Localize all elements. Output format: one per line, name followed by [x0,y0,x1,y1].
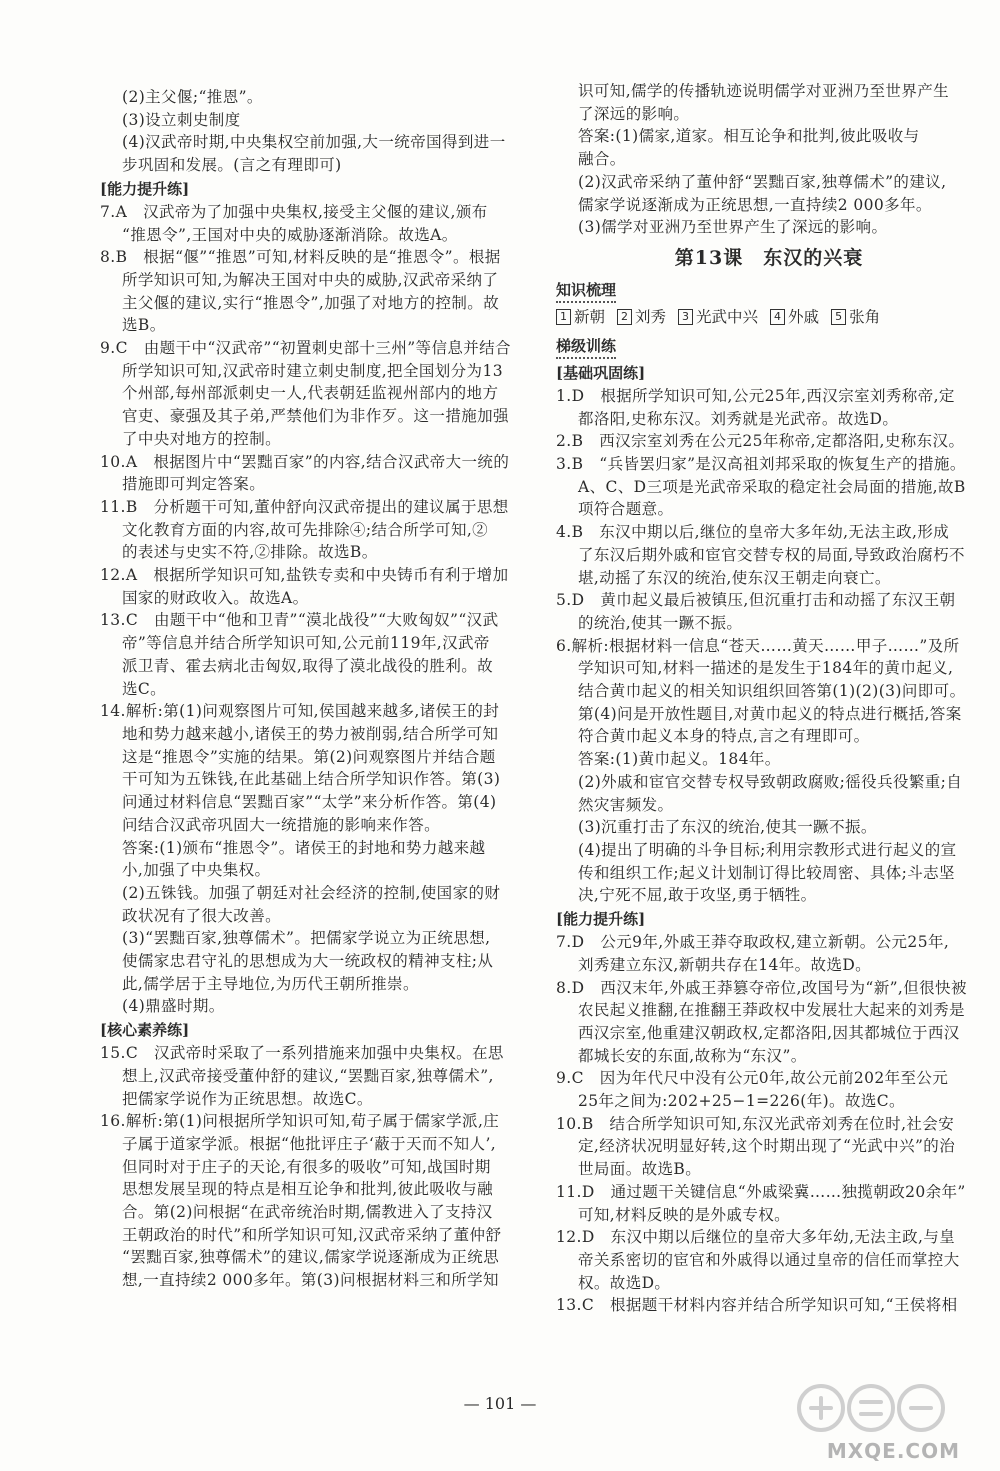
text-line: (3)儒学对亚洲乃至世界产生了深远的影响。 [578,218,888,237]
text-line: (4)提出了明确的斗争目标;利用宗教形式进行起义的宣 [578,840,957,859]
keyword-text: 光武中兴 [696,307,759,326]
text-line: 4.B 东汉中期以后,继位的皇帝大多年幼,无法主政,形成 [556,523,950,542]
text-line: 使儒家忠君守礼的思想成为大一统政权的精神支柱;从 [122,952,494,971]
text-line: (2)汉武帝采纳了董仲舒“罢黜百家,独尊儒术”的建议, [578,172,947,191]
text-line: 地和势力越来越小,诸侯王的势力被削弱,结合所学可知 [122,724,499,743]
text-line: 都城长安的东面,故称为“东汉”。 [578,1046,807,1065]
text-line: 了深远的影响。 [578,104,690,123]
right-column [556,80,982,1317]
text-line: 答案:(1)黄巾起义。184年。 [578,750,781,769]
text-line: 12.A 根据所学知识可知,盐铁专卖和中央铸币有利于增加 [100,566,509,585]
text-line: 刘秀建立东汉,新朝共存在14年。故选D。 [578,955,872,974]
text-line: “罢黜百家,独尊儒术”的建议,儒家学说逐渐成为正统思 [122,1248,500,1267]
text-line: 11.D 通过题干关键信息“外戚梁冀……独揽朝政20余年” [556,1182,966,1201]
text-line: 问结合汉武帝巩固大一统措施的影响来作答。 [122,815,441,834]
keyword-item [770,305,819,329]
text-line: 8.B 根据“偃”“推恩”可知,材料反映的是“推恩令”。根据 [100,248,501,267]
text-line: 识可知,儒学的传播轨迹说明儒学对亚洲乃至世界产生 [578,82,950,100]
text-line: 9.C 因为年代尺中没有公元0年,故公元前202年至公元 [556,1069,949,1088]
text-line: (4)汉武帝时期,中央集权空前加强,大一统帝国得到进一 [122,133,506,152]
text-line: (2)外戚和宦官交替专权导致朝政腐败;徭役兵役繁重;自 [578,772,963,791]
text-line: 项符合题意。 [578,500,674,519]
text-line: (4)鼎盛时期。 [122,997,225,1016]
text-line: 措施即可判定答案。 [122,475,266,494]
text-line: 帝关系密切的宦官和外戚得以通过皇帝的信任而掌控大 [578,1250,960,1269]
text-line: 的统治,使其一蹶不振。 [578,613,743,632]
text-line: 2.B 西汉宗室刘秀在公元25年称帝,定都洛阳,史称东汉。 [556,432,965,451]
text-line: 13.C 根据题干材料内容并结合所学知识可知,“王侯将相 [556,1296,958,1315]
text-line: 西汉宗室,他重建汉朝政权,定都洛阳,因其都城位于西汉 [578,1023,960,1042]
text-line: 了中央对地方的控制。 [122,429,282,448]
text-line: 的表述与史实不符,②排除。故选B。 [122,543,378,562]
text-line: 把儒家学说作为正统思想。故选C。 [122,1089,373,1108]
keyword-item [831,305,880,329]
text-line: 干可知为五铢钱,在此基础上结合所学知识作答。第(3) [122,770,501,789]
text-line: 帝”等信息并结合所学知识可知,公元前119年,汉武帝 [122,634,490,653]
text-line: 都洛阳,史称东汉。刘秀就是光武帝。故选D。 [578,409,899,428]
text-line: 所学知识可知,汉武帝时建立刺史制度,把全国划分为13 [122,361,503,380]
text-line: “推恩令”,王国对中央的威胁逐渐消除。故选A。 [122,225,458,244]
text-line: 但同时对于庄子的天论,有很多的吸收”可知,战国时期 [122,1157,491,1176]
text-line: 6.解析:根据材料一信息“苍天……黄天……甲子……”及所 [556,636,960,655]
page-number: — 101 — [463,1394,537,1413]
left-column [100,86,523,1292]
section-heading: [能力提升练] [100,179,190,198]
text-line: 16.解析:第(1)问根据所学知识可知,荀子属于儒家学派,庄 [100,1112,500,1131]
text-line: 个州部,每州部派刺史一人,代表朝廷监视州部内的地方 [122,384,499,403]
keyword-number: 4 [770,309,785,325]
text-line: 决,宁死不屈,敢于攻坚,勇于牺牲。 [578,886,817,905]
text-line: 25年之间为:202+25−1=226(年)。故选C。 [578,1092,905,1111]
text-line: 11.B 分析题干可知,董仲舒向汉武帝提出的建议属于思想 [100,497,509,516]
text-line: 13.C 由题干中“他和卫青”“漠北战役”“大败匈奴”“汉武 [100,611,499,630]
text-line: 想,一直持续2 000多年。第(3)问根据材料三和所学知 [122,1271,499,1290]
text-line: 14.解析:第(1)问观察图片可知,侯国越来越多,诸侯王的封 [100,702,500,721]
text-line: 15.C 汉武帝时采取了一系列措施来加强中央集权。在思 [100,1044,504,1063]
text-line: 选C。 [122,679,167,698]
keyword-number: 5 [831,309,846,325]
right-column-answers [556,361,982,1317]
text-line: 此,儒学居于主导地位,为历代王朝所推崇。 [122,974,419,993]
keyword-text: 新朝 [574,307,606,326]
text-line: 世局面。故选B。 [578,1160,702,1179]
text-line: 定,经济状况明显好转,这个时期出现了“光武中兴”的治 [578,1137,956,1156]
text-line: 权。故选D。 [578,1273,671,1292]
text-line: 国家的财政收入。故选A。 [122,588,309,607]
text-line: 3.B “兵皆罢归家”是汉高祖刘邦采取的恢复生产的措施。 [556,455,966,474]
text-line: 主父偃的建议,实行“推恩令”,加强了对地方的控制。故 [122,293,500,312]
text-line: 了东汉后期外戚和宦官交替专权的局面,导致政治腐朽不 [578,545,965,564]
text-line: 答案:(1)颁布“推恩令”。诸侯王的封地和势力越来越 [122,838,486,857]
text-line: 7.D 公元9年,外戚王莽夺取政权,建立新朝。公元25年, [556,933,950,952]
text-line: 符合黄巾起义本身的特点,言之有理即可。 [578,727,870,746]
text-line: 1.D 根据所学知识可知,公元25年,西汉宗室刘秀称帝,定 [556,386,955,405]
keyword-item [617,305,666,329]
text-line: 结合黄巾起义的相关知识组织回答第(1)(2)(3)问即可。 [578,682,966,701]
text-line: 学知识可知,材料一描述的是发生于184年的黄巾起义, [578,659,954,678]
section-heading: [能力提升练] [556,910,646,929]
text-line: 12.D 东汉中期以后继位的皇帝大多年幼,无法主政,与皇 [556,1228,956,1247]
text-line: 步巩固和发展。(言之有理即可) [122,156,342,175]
text-line: 小,加强了中央集权。 [122,861,271,880]
text-line: 合。第(2)问根据“在武帝统治时期,儒教进入了支持汉 [122,1203,493,1222]
text-line: 第(4)问是开放性题目,对黄巾起义的特点进行概括,答案 [578,704,962,723]
text-line: 7.A 汉武帝为了加强中央集权,接受主父偃的建议,颁布 [100,202,488,221]
text-line: 政状况有了很大改善。 [122,906,282,925]
text-line: 儒家学说逐渐成为正统思想,一直持续2 000多年。 [578,195,932,214]
section-heading: [核心素养练] [100,1021,190,1040]
text-line: 答案:(1)儒家,道家。相互论争和批判,彼此吸收与 [578,127,920,146]
text-line: 思想发展呈现的特点是相互论争和批判,彼此吸收与融 [122,1180,494,1199]
text-line: 8.D 西汉末年,外戚王莽篡夺帝位,改国号为“新”,但很快被 [556,978,967,997]
text-line: 所学知识可知,为解决王国对中央的威胁,汉武帝采纳了 [122,270,499,289]
text-line: (3)设立刺史制度 [122,110,241,129]
text-line: 问通过材料信息“罢黜百家”“太学”来分析作答。第(4) [122,793,497,812]
text-line: 文化教育方面的内容,故可先排除④;结合所学可知,② [122,520,489,539]
text-line: 9.C 由题干中“汉武帝”“初置刺史部十三州”等信息并结合 [100,339,511,358]
training-section-label: 梯级训练 [556,335,616,359]
text-line: 融合。 [578,150,626,169]
text-line: (2)五铢钱。加强了朝廷对社会经济的控制,使国家的财 [122,883,501,902]
watermark-text: MXQE.COM [826,1439,960,1463]
text-line: 5.D 黄巾起义最后被镇压,但沉重打击和动摇了东汉王朝 [556,591,956,610]
text-line: (3)“罢黜百家,独尊儒术”。把儒家学说立为正统思想, [122,929,491,948]
text-line: 传和组织工作;起义计划制订得比较周密、具体;斗志坚 [578,863,955,882]
keyword-text: 外戚 [788,307,820,326]
text-line: 派卫青、霍去病北击匈奴,取得了漠北战役的胜利。故 [122,656,494,675]
text-line: 王朝政治的时代”和所学知识可知,汉武帝采纳了董仲舒 [122,1225,502,1244]
keyword-item [678,305,758,329]
text-line: (3)沉重打击了东汉的统治,使其一蹶不振。 [578,818,877,837]
text-line: (2)主父偃;“推恩”。 [122,88,263,106]
text-line: 子属于道家学派。根据“他批评庄子‘蔽于天而不知人’, [122,1134,497,1153]
keyword-text: 刘秀 [635,307,667,326]
keyword-text: 张角 [849,307,881,326]
lesson-title: 第13课 东汉的兴衰 [674,246,864,269]
knowledge-section-label: 知识梳理 [556,279,616,303]
text-line: 10.B 结合所学知识可知,东汉光武帝刘秀在位时,社会安 [556,1114,955,1133]
section-heading: [基础巩固练] [556,363,646,382]
text-line: 这是“推恩令”实施的结果。第(2)问观察图片并结合题 [122,747,496,766]
keyword-item [556,305,605,329]
keyword-answers [556,305,982,329]
text-line: 农民起义推翻,在推翻王莽政权中发展壮大起来的刘秀是 [578,1001,965,1020]
text-line: 选B。 [122,316,166,335]
keyword-number: 3 [678,309,693,325]
text-line: 然灾害频发。 [578,795,674,814]
text-line: 想上,汉武帝接受董仲舒的建议,“罢黜百家,独尊儒术”, [122,1066,494,1085]
text-line: 堪,动摇了东汉的统治,使东汉王朝走向衰亡。 [578,568,891,587]
text-line: 10.A 根据图片中“罢黜百家”的内容,结合汉武帝大一统的 [100,452,510,471]
text-line: 可知,材料反映的是外戚专权。 [578,1205,791,1224]
keyword-number: 2 [617,309,632,325]
right-column-continuation [556,80,982,239]
keyword-number: 1 [556,309,571,325]
text-line: A、C、D三项是光武帝采取的稳定社会局面的措施,故B [578,477,966,496]
text-line: 官吏、豪强及其子弟,严禁他们为非作歹。这一措施加强 [122,407,509,426]
